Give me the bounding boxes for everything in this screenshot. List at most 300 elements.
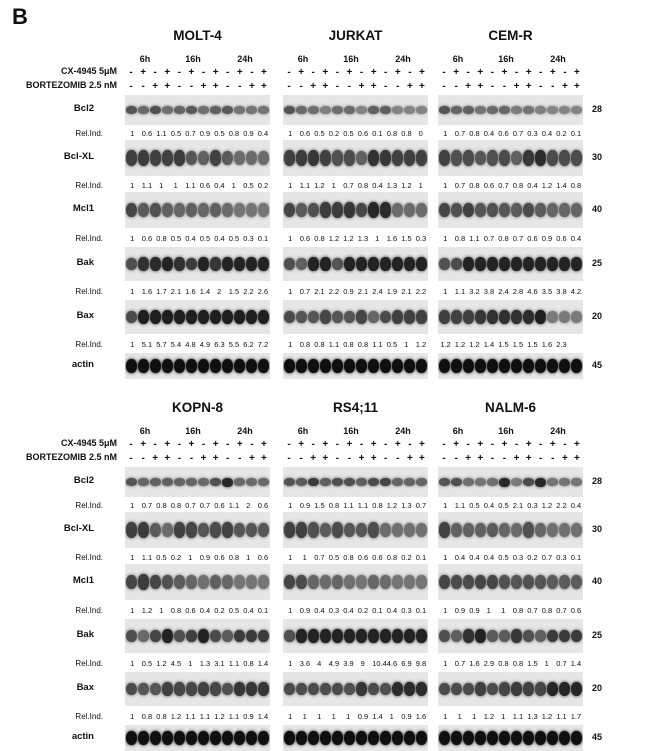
rel-ind-value: 1.4 (257, 659, 269, 668)
rel-ind-value: 0.5 (343, 129, 354, 138)
btz-lane-sign: - (442, 81, 446, 92)
blot-band (499, 106, 510, 114)
blot-band (222, 257, 233, 271)
rel-ind-value: 1 (317, 712, 322, 721)
rel-ind-value: 1.1 (156, 129, 167, 138)
blot-band (535, 575, 546, 589)
rel-ind-value: 1 (346, 712, 351, 721)
protein-label-actin: actin (71, 731, 94, 742)
rel-ind-value: 1 (443, 553, 448, 562)
molecular-weight-45: 45 (592, 360, 603, 370)
cx-lane-sign: - (201, 439, 206, 450)
cx-lane-sign: + (525, 67, 532, 78)
rel-ind-value: 0.8 (170, 606, 182, 615)
rel-ind-value: 1 (288, 181, 293, 190)
btz-lane-sign: - (335, 453, 340, 464)
blot-band (150, 630, 161, 643)
blot-band (234, 478, 245, 486)
blot-band (162, 310, 173, 324)
cx-lane-sign: - (359, 439, 364, 450)
rel-ind-value: 1 (188, 659, 193, 668)
blot-band (186, 630, 197, 643)
rel-ind-value: 0.4 (185, 234, 196, 243)
btz-lane-sign: - (490, 453, 495, 464)
blot-band (344, 683, 355, 696)
blot-band (344, 575, 355, 588)
rel-ind-value: 0.7 (299, 287, 311, 296)
time-label-6h: 6h (452, 54, 464, 64)
rel-ind-value: 1.4 (257, 712, 269, 721)
rel-ind-value: 1 (331, 712, 336, 721)
rel-ind-value: 1 (302, 712, 307, 721)
rel-ind-value: 0.5 (228, 234, 240, 243)
blot-band (258, 310, 269, 324)
blot-band (487, 257, 498, 271)
cx-lane-sign: + (322, 439, 329, 450)
rel-ind-value: 1.1 (299, 181, 311, 190)
blot-band (198, 682, 209, 695)
blot-band (284, 311, 295, 324)
blot-band (559, 682, 570, 696)
protein-label-bcl2: Bcl2 (73, 103, 94, 114)
rel-ind-value: 1.6 (141, 287, 153, 296)
blot-band (162, 575, 173, 589)
rel-ind-value: 0.2 (556, 129, 567, 138)
cx-lane-sign: - (129, 439, 133, 450)
cx-lane-sign: + (236, 67, 243, 78)
blot-band (332, 731, 343, 745)
rel-ind-value: 3.5 (541, 287, 553, 296)
cx-lane-sign: + (140, 439, 147, 450)
blot-band (246, 151, 257, 165)
rel-ind-value: 0.1 (415, 553, 427, 562)
btz-lane-sign: + (358, 453, 365, 464)
btz-lane-sign: + (152, 81, 159, 92)
rel-ind-value: 1.3 (357, 234, 369, 243)
blot-band (210, 478, 221, 486)
blot-band (475, 203, 486, 217)
rel-ind-value: 1.5 (527, 659, 538, 668)
blot-cemr-bak (438, 247, 583, 281)
rel-ind-value: 9.8 (415, 659, 427, 668)
blot-band (499, 203, 510, 217)
cx4945-label: CX-4945 5μM (60, 66, 117, 76)
blot-band (296, 629, 307, 643)
rel-ind-value: 0.6 (214, 553, 225, 562)
rel-ind-label: Rel.Ind. (75, 181, 103, 190)
rel-ind-value: 1 (130, 287, 135, 296)
blot-band (463, 106, 474, 114)
blot-band (174, 731, 185, 745)
blot-band (416, 731, 427, 745)
blot-band (392, 731, 403, 745)
rel-ind-value: 0.2 (401, 553, 412, 562)
blot-band (559, 630, 570, 643)
blot-band (368, 575, 379, 589)
btz-lane-sign: - (551, 453, 555, 464)
cx-lane-sign: - (129, 67, 133, 78)
rel-ind-value: 1 (443, 606, 448, 615)
btz-lane-sign: - (347, 81, 352, 92)
rel-ind-value: 6.3 (214, 340, 225, 349)
rel-ind-value: 4.8 (185, 340, 196, 349)
rel-ind-value: 0.6 (498, 129, 509, 138)
blot-kopn8-bak (125, 619, 270, 653)
blot-band (571, 478, 582, 486)
blot-band (320, 575, 331, 589)
blot-band (150, 150, 161, 166)
cx-lane-sign: - (226, 67, 230, 78)
protein-label-mcl1: Mcl1 (72, 203, 94, 214)
blot-band (296, 106, 307, 114)
btz-lane-sign: + (477, 453, 484, 464)
blot-band (186, 478, 197, 486)
blot-band (463, 310, 474, 323)
rel-ind-value: 0.1 (257, 606, 269, 615)
rel-ind-value: 1 (130, 659, 135, 668)
blot-band (487, 731, 498, 745)
blot-band (332, 683, 343, 696)
rel-ind-value: 0.4 (257, 129, 269, 138)
rel-ind-value: 0.7 (454, 181, 466, 190)
rel-ind-value: 0.8 (228, 553, 240, 562)
blot-band (404, 257, 415, 271)
blot-band (174, 522, 185, 538)
cell-line-title: NALM-6 (485, 400, 536, 415)
blot-band (234, 203, 245, 216)
blot-band (523, 630, 534, 642)
rel-ind-value: 0.6 (141, 129, 153, 138)
blot-band (380, 478, 391, 486)
blot-band (246, 731, 257, 745)
cx-lane-sign: - (408, 67, 412, 78)
blot-band (186, 258, 197, 271)
blot-band (368, 731, 379, 745)
blot-band (138, 203, 149, 217)
blot-band (559, 311, 570, 323)
rel-ind-value: 2.1 (357, 287, 369, 296)
rel-ind-value: 1.6 (541, 340, 553, 349)
rel-ind-value: 1.1 (185, 712, 196, 721)
blot-band (451, 731, 462, 745)
rel-ind-value: 1 (443, 712, 448, 721)
blot-band (487, 150, 498, 165)
blot-band (451, 150, 462, 165)
blot-band (463, 359, 474, 373)
blot-band (368, 311, 379, 323)
rel-ind-value: 3.2 (469, 287, 480, 296)
rel-ind-value: 0.2 (357, 606, 369, 615)
blot-band (487, 203, 498, 217)
blot-band (210, 150, 221, 166)
rel-ind-value: 1 (443, 287, 448, 296)
rel-ind-value: 1 (188, 553, 193, 562)
time-label-6h: 6h (297, 54, 309, 64)
rel-ind-value: 0.8 (343, 340, 354, 349)
blot-band (535, 523, 546, 537)
blot-band (126, 731, 137, 745)
blot-band (258, 523, 269, 538)
blot-band (320, 523, 331, 538)
rel-ind-value: 0.8 (454, 234, 466, 243)
rel-ind-value: 2.6 (257, 287, 269, 296)
blot-band (150, 478, 161, 486)
rel-ind-value: 1.6 (469, 659, 480, 668)
blot-band (162, 359, 173, 373)
blot-band (222, 478, 233, 487)
blot-band (404, 106, 415, 113)
rel-ind-value: 0.5 (314, 129, 325, 138)
cx-lane-sign: + (501, 67, 508, 78)
rel-ind-value: 0.1 (372, 606, 383, 615)
time-label-16h: 16h (343, 54, 359, 64)
cx-lane-sign: + (453, 67, 460, 78)
rel-ind-value: 0.6 (527, 234, 538, 243)
rel-ind-value: 0.4 (386, 606, 398, 615)
rel-ind-value: 2.1 (401, 287, 412, 296)
blot-band (308, 150, 319, 166)
molecular-weight-28: 28 (592, 476, 603, 486)
blot-band (296, 522, 307, 538)
rel-ind-value: 1.6 (415, 712, 427, 721)
blot-nalm6-bcl2 (438, 467, 583, 497)
blot-band (258, 682, 269, 696)
rel-ind-value: 0.7 (556, 606, 567, 615)
btz-lane-sign: - (299, 81, 303, 92)
blot-band (487, 478, 498, 486)
time-label-24h: 24h (237, 54, 253, 64)
blot-band (547, 203, 558, 217)
blot-band (511, 575, 522, 589)
rel-ind-value: 1.2 (415, 340, 427, 349)
btz-lane-sign: + (406, 453, 413, 464)
rel-ind-value: 1.2 (170, 712, 182, 721)
cx-lane-sign: - (466, 439, 470, 450)
blot-band (258, 478, 269, 486)
rel-ind-value: 1.5 (527, 340, 538, 349)
cx-lane-sign: + (549, 439, 556, 450)
btz-lane-sign: - (539, 81, 543, 92)
rel-ind-value: 1 (389, 712, 394, 721)
time-label-24h: 24h (550, 426, 566, 436)
blot-band (463, 523, 474, 538)
rel-ind-value: 0.8 (156, 234, 167, 243)
rel-ind-value: 0.5 (498, 501, 509, 510)
blot-band (198, 731, 209, 745)
blot-band (332, 629, 343, 643)
cx-lane-sign: + (346, 439, 353, 450)
btz-lane-sign: + (561, 81, 568, 92)
cx-lane-sign: + (164, 67, 171, 78)
rel-ind-value: 0.9 (199, 553, 211, 562)
blot-band (404, 731, 415, 745)
blot-band (475, 682, 486, 695)
rel-ind-value: 1.7 (156, 287, 167, 296)
bortezomib-label: BORTEZOMIB 2.5 nM (25, 80, 117, 90)
cx-lane-sign: + (501, 439, 508, 450)
blot-rs411-bcl2 (283, 467, 428, 497)
blot-band (308, 629, 319, 643)
btz-lane-sign: + (513, 453, 520, 464)
rel-ind-label: Rel.Ind. (75, 606, 103, 615)
rel-ind-value: 1 (288, 501, 293, 510)
rel-ind-value: 0.1 (257, 234, 269, 243)
rel-ind-value: 1 (130, 181, 135, 190)
blot-band (138, 630, 149, 642)
time-label-6h: 6h (139, 426, 151, 436)
blot-band (284, 478, 295, 486)
rel-ind-value: 2.1 (170, 287, 182, 296)
btz-lane-sign: - (129, 453, 133, 464)
blot-band (138, 574, 149, 589)
blot-band (198, 629, 209, 643)
blot-band (404, 629, 415, 643)
blot-band (404, 478, 415, 486)
rel-ind-value: 2.1 (314, 287, 325, 296)
blot-band (162, 731, 173, 745)
blot-band (162, 257, 173, 271)
blot-band (198, 523, 209, 538)
blot-band (210, 630, 221, 643)
rel-ind-value: 1.2 (440, 340, 451, 349)
rel-ind-value: 5.4 (170, 340, 182, 349)
cx-lane-sign: - (563, 67, 567, 78)
rel-ind-value: 1 (501, 606, 506, 615)
rel-ind-label: Rel.Ind. (75, 234, 103, 243)
blot-band (174, 478, 185, 486)
blot-band (246, 478, 257, 486)
cx-lane-sign: - (177, 439, 182, 450)
protein-label-bcl2: Bcl2 (73, 475, 94, 486)
blot-molt4-bcl2 (125, 95, 270, 125)
blot-band (511, 478, 522, 486)
blot-band (284, 106, 295, 114)
blot-band (138, 522, 149, 538)
rel-ind-value: 0.7 (512, 234, 524, 243)
blot-band (356, 523, 367, 538)
rel-ind-value: 0.4 (243, 606, 254, 615)
cx-lane-sign: - (201, 67, 206, 78)
blot-band (320, 150, 331, 166)
blot-band (368, 629, 379, 643)
blot-band (308, 203, 319, 217)
blot-band (368, 359, 379, 373)
rel-ind-value: 0.8 (243, 659, 254, 668)
blot-band (523, 106, 534, 114)
rel-ind-value: 9 (360, 659, 365, 668)
cx-lane-sign: + (419, 67, 425, 78)
blot-band (463, 478, 474, 486)
rel-ind-value: 0.8 (386, 553, 398, 562)
blot-rs411-bax (283, 672, 428, 706)
molecular-weight-25: 25 (592, 630, 603, 640)
blot-band (368, 150, 379, 166)
blot-band (210, 203, 221, 217)
rel-ind-value: 0.8 (328, 501, 340, 510)
blot-band (344, 629, 355, 643)
blot-band (451, 630, 462, 642)
rel-ind-value: 0.8 (170, 501, 182, 510)
blot-band (222, 359, 233, 373)
rel-ind-value: 4.6 (386, 659, 398, 668)
protein-label-actin: actin (71, 359, 94, 370)
rel-ind-value: 0.5 (498, 553, 509, 562)
rel-ind-value: 1.4 (483, 340, 495, 349)
blot-band (234, 630, 245, 643)
blot-band (439, 203, 450, 218)
panel-letter: B (12, 4, 28, 29)
blot-band (150, 523, 161, 538)
blot-band (499, 630, 510, 642)
rel-ind-value: 1 (288, 606, 293, 615)
blot-band (535, 478, 546, 487)
btz-lane-sign: - (551, 81, 555, 92)
cx-lane-sign: + (212, 67, 219, 78)
blot-band (451, 258, 462, 271)
cx-lane-sign: + (477, 67, 484, 78)
cell-line-title: KOPN-8 (171, 400, 223, 415)
blot-band (523, 150, 534, 166)
blot-band (499, 310, 510, 324)
blot-cemr-mcl1 (438, 192, 583, 228)
rel-ind-value: 0.5 (156, 553, 167, 562)
blot-band (174, 575, 185, 589)
blot-band (523, 682, 534, 695)
rel-ind-value: 6.9 (401, 659, 412, 668)
rel-ind-value: 1.2 (541, 712, 553, 721)
blot-band (258, 151, 269, 165)
blot-band (416, 523, 427, 537)
cx-lane-sign: - (514, 439, 519, 450)
rel-ind-value: 0.4 (343, 606, 354, 615)
blot-band (198, 257, 209, 271)
rel-ind-value: 4.9 (199, 340, 211, 349)
rel-ind-value: 1 (130, 234, 135, 243)
blot-band (475, 359, 486, 373)
blot-band (380, 311, 391, 324)
btz-lane-sign: + (310, 81, 317, 92)
rel-ind-value: 1 (173, 181, 178, 190)
rel-ind-value: 2 (217, 287, 222, 296)
rel-ind-value: 1.2 (483, 712, 495, 721)
rel-ind-value: 0.4 (483, 501, 495, 510)
blot-band (547, 523, 558, 537)
blot-nalm6-mcl1 (438, 564, 583, 600)
cx-lane-sign: + (236, 439, 243, 450)
blot-band (487, 630, 498, 642)
blot-band (284, 522, 295, 538)
blot-band (222, 683, 233, 696)
btz-lane-sign: + (477, 81, 484, 92)
blot-band (475, 575, 486, 590)
btz-lane-sign: - (189, 81, 194, 92)
blot-band (475, 257, 486, 271)
blot-band (210, 310, 221, 324)
blot-band (559, 478, 570, 486)
cx-lane-sign: + (370, 67, 377, 78)
blot-band (463, 683, 474, 696)
rel-ind-value: 0.8 (512, 659, 524, 668)
blot-band (559, 523, 570, 537)
blot-band (222, 310, 233, 324)
btz-lane-sign: + (310, 453, 317, 464)
blot-band (296, 311, 307, 324)
blot-band (404, 310, 415, 323)
rel-ind-value: 0.3 (527, 129, 538, 138)
rel-ind-value: 0.8 (343, 553, 354, 562)
rel-ind-value: 0.2 (170, 553, 182, 562)
blot-band (162, 203, 173, 217)
